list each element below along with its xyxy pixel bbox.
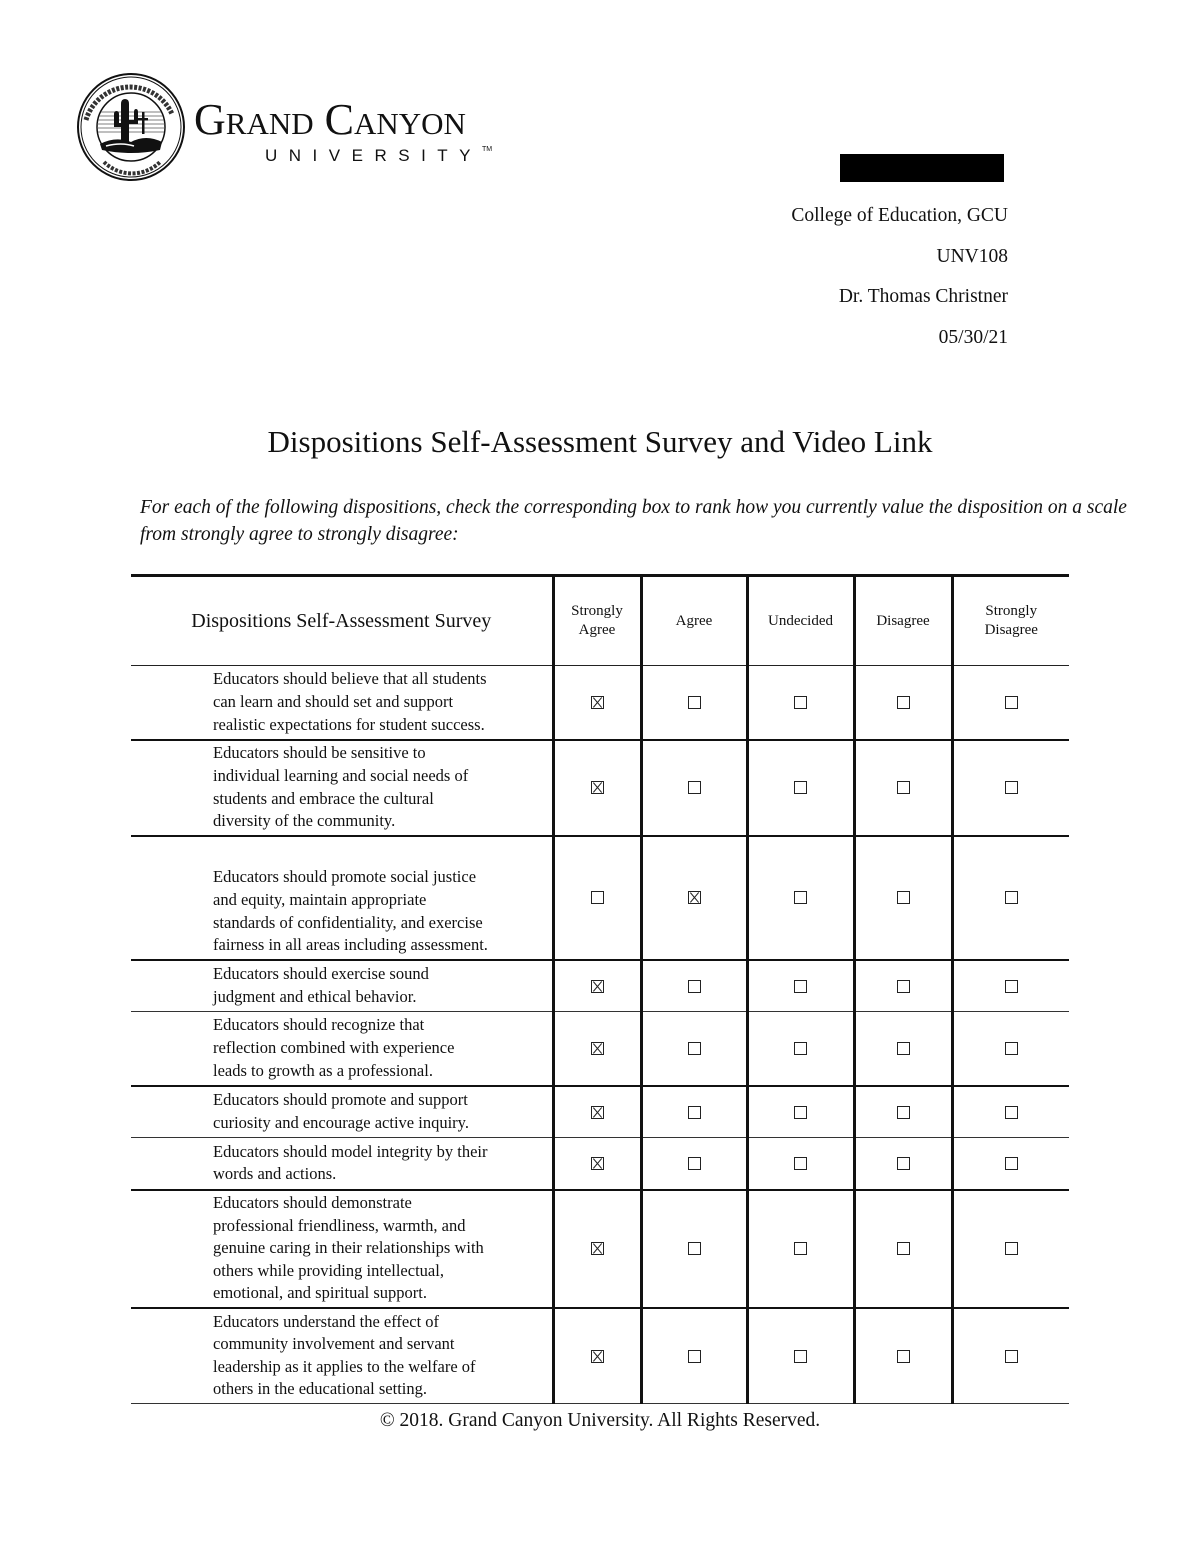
cell-agree bbox=[641, 1190, 747, 1308]
cell-strongly-disagree bbox=[952, 1086, 1069, 1138]
checked-checkbox-icon[interactable] bbox=[591, 781, 604, 794]
column-header-undecided: Undecided bbox=[747, 576, 854, 666]
redacted-student-name bbox=[840, 154, 1004, 182]
disposition-line: Educators understand the effect of bbox=[213, 1311, 440, 1331]
cell-strongly-disagree bbox=[952, 1012, 1069, 1086]
empty-checkbox-icon[interactable] bbox=[897, 696, 910, 709]
cell-strongly-disagree bbox=[952, 666, 1069, 740]
empty-checkbox-icon[interactable] bbox=[794, 1157, 807, 1170]
table-row bbox=[131, 740, 1069, 836]
table-row bbox=[131, 1308, 1069, 1404]
cell-disagree bbox=[854, 1012, 952, 1086]
disposition-line: standards of confidentiality, and exercise bbox=[213, 912, 483, 932]
disposition-line: Educators should believe that all students bbox=[213, 669, 487, 689]
cell-agree bbox=[641, 1138, 747, 1190]
empty-checkbox-icon[interactable] bbox=[897, 1350, 910, 1363]
cell-undecided bbox=[747, 666, 854, 740]
disposition-line: community involvement and servant bbox=[213, 1334, 455, 1354]
empty-checkbox-icon[interactable] bbox=[897, 1157, 910, 1170]
cell-disagree bbox=[854, 1190, 952, 1308]
empty-checkbox-icon[interactable] bbox=[1005, 1242, 1018, 1255]
cell-disagree bbox=[854, 836, 952, 960]
disposition-line: leads to growth as a professional. bbox=[213, 1060, 433, 1080]
empty-checkbox-icon[interactable] bbox=[688, 1350, 701, 1363]
disposition-line: Educators should recognize that bbox=[213, 1015, 425, 1035]
disposition-statement bbox=[131, 1086, 553, 1138]
disposition-statement bbox=[131, 666, 553, 740]
instructions-text: For each of the following dispositions, check the corresponding box to rank how you currently value the disposition on a scale from strongly agree to strongly disagree: bbox=[140, 497, 1127, 545]
cell-strongly-agree bbox=[553, 740, 641, 836]
disposition-line: individual learning and social needs of bbox=[213, 765, 469, 785]
disposition-line: diversity of the community. bbox=[213, 811, 396, 831]
cell-strongly-disagree bbox=[952, 740, 1069, 836]
cell-agree bbox=[641, 960, 747, 1012]
empty-checkbox-icon[interactable] bbox=[897, 1242, 910, 1255]
table-row bbox=[131, 1012, 1069, 1086]
trademark-symbol: TM bbox=[482, 146, 493, 153]
cell-disagree bbox=[854, 1138, 952, 1190]
empty-checkbox-icon[interactable] bbox=[688, 1242, 701, 1255]
disposition-line: others while providing intellectual, bbox=[213, 1260, 444, 1280]
disposition-line: can learn and should set and support bbox=[213, 691, 454, 711]
survey-table bbox=[131, 574, 1069, 1404]
empty-checkbox-icon[interactable] bbox=[688, 696, 701, 709]
disposition-line: Educators should be sensitive to bbox=[213, 743, 426, 763]
cell-undecided bbox=[747, 1190, 854, 1308]
course-line: UNV108 bbox=[936, 245, 1008, 267]
disposition-statement bbox=[131, 1138, 553, 1190]
cell-undecided bbox=[747, 740, 854, 836]
empty-checkbox-icon[interactable] bbox=[1005, 696, 1018, 709]
disposition-line: words and actions. bbox=[213, 1164, 337, 1184]
cell-strongly-agree bbox=[553, 960, 641, 1012]
empty-checkbox-icon[interactable] bbox=[794, 980, 807, 993]
empty-checkbox-icon[interactable] bbox=[897, 891, 910, 904]
empty-checkbox-icon[interactable] bbox=[1005, 1157, 1018, 1170]
checked-checkbox-icon[interactable] bbox=[591, 1242, 604, 1255]
cell-disagree bbox=[854, 666, 952, 740]
university-wordmark bbox=[194, 95, 493, 166]
disposition-line: students and embrace the cultural bbox=[213, 788, 434, 808]
page-title: Dispositions Self-Assessment Survey and Video Link bbox=[267, 424, 933, 459]
empty-checkbox-icon[interactable] bbox=[688, 980, 701, 993]
column-header-strongly-disagree: Strongly Disagree bbox=[952, 576, 1069, 666]
disposition-line: Educators should demonstrate bbox=[213, 1193, 412, 1213]
cell-undecided bbox=[747, 1308, 854, 1404]
cell-strongly-agree bbox=[553, 1086, 641, 1138]
cell-undecided bbox=[747, 1138, 854, 1190]
disposition-line: fairness in all areas including assessment. bbox=[213, 935, 488, 955]
college-line: College of Education, GCU bbox=[791, 205, 1008, 226]
disposition-line: judgment and ethical behavior. bbox=[213, 986, 417, 1006]
empty-checkbox-icon[interactable] bbox=[794, 1106, 807, 1119]
empty-checkbox-icon[interactable] bbox=[1005, 1106, 1018, 1119]
cell-disagree bbox=[854, 1308, 952, 1404]
checked-checkbox-icon[interactable] bbox=[591, 1106, 604, 1119]
empty-checkbox-icon[interactable] bbox=[794, 1350, 807, 1363]
disposition-line: others in the educational setting. bbox=[213, 1379, 427, 1399]
empty-checkbox-icon[interactable] bbox=[897, 980, 910, 993]
cell-strongly-disagree bbox=[952, 960, 1069, 1012]
disposition-statement bbox=[131, 836, 553, 960]
empty-checkbox-icon[interactable] bbox=[1005, 891, 1018, 904]
column-header-strongly-agree: Strongly Agree bbox=[553, 576, 641, 666]
cell-undecided bbox=[747, 836, 854, 960]
table-row bbox=[131, 960, 1069, 1012]
table-row bbox=[131, 1190, 1069, 1308]
empty-checkbox-icon[interactable] bbox=[688, 1157, 701, 1170]
empty-checkbox-icon[interactable] bbox=[897, 1042, 910, 1055]
cell-strongly-agree bbox=[553, 836, 641, 960]
cell-strongly-agree bbox=[553, 1012, 641, 1086]
cell-agree bbox=[641, 836, 747, 960]
cell-undecided bbox=[747, 960, 854, 1012]
disposition-line: realistic expectations for student success. bbox=[213, 714, 485, 734]
empty-checkbox-icon[interactable] bbox=[897, 1106, 910, 1119]
disposition-line: Educators should promote and support bbox=[213, 1090, 468, 1110]
empty-checkbox-icon[interactable] bbox=[1005, 1350, 1018, 1363]
cell-strongly-agree bbox=[553, 666, 641, 740]
checked-checkbox-icon[interactable] bbox=[591, 980, 604, 993]
empty-checkbox-icon[interactable] bbox=[688, 1042, 701, 1055]
disposition-statement bbox=[131, 1308, 553, 1404]
empty-checkbox-icon[interactable] bbox=[897, 781, 910, 794]
cell-strongly-disagree bbox=[952, 1138, 1069, 1190]
column-header-disagree: Disagree bbox=[854, 576, 952, 666]
checked-checkbox-icon[interactable] bbox=[591, 1042, 604, 1055]
cell-disagree bbox=[854, 740, 952, 836]
date-line: 05/30/21 bbox=[938, 326, 1008, 348]
disposition-line: genuine caring in their relationships with bbox=[213, 1238, 484, 1258]
table-row bbox=[131, 1138, 1069, 1190]
disposition-line: curiosity and encourage active inquiry. bbox=[213, 1112, 469, 1132]
empty-checkbox-icon[interactable] bbox=[591, 891, 604, 904]
copyright-footer: © 2018. Grand Canyon University. All Rights Reserved. bbox=[379, 1410, 821, 1431]
cell-undecided bbox=[747, 1086, 854, 1138]
table-row bbox=[131, 836, 1069, 960]
cell-strongly-disagree bbox=[952, 836, 1069, 960]
disposition-statement bbox=[131, 740, 553, 836]
wordmark-line1: Grand Canyon bbox=[194, 95, 466, 144]
empty-checkbox-icon[interactable] bbox=[1005, 1042, 1018, 1055]
checked-checkbox-icon[interactable] bbox=[591, 696, 604, 709]
checked-checkbox-icon[interactable] bbox=[591, 1157, 604, 1170]
cell-strongly-agree bbox=[553, 1138, 641, 1190]
cell-agree bbox=[641, 1086, 747, 1138]
instructor-line: Dr. Thomas Christner bbox=[838, 286, 1008, 307]
checked-checkbox-icon[interactable] bbox=[688, 891, 701, 904]
disposition-line: Educators should promote social justice bbox=[213, 867, 477, 887]
empty-checkbox-icon[interactable] bbox=[1005, 980, 1018, 993]
table-row bbox=[131, 666, 1069, 740]
checked-checkbox-icon[interactable] bbox=[591, 1350, 604, 1363]
cell-agree bbox=[641, 1308, 747, 1404]
empty-checkbox-icon[interactable] bbox=[794, 781, 807, 794]
cell-strongly-disagree bbox=[952, 1190, 1069, 1308]
column-header-disposition: Dispositions Self-Assessment Survey bbox=[131, 576, 553, 666]
cell-strongly-agree bbox=[553, 1190, 641, 1308]
empty-checkbox-icon[interactable] bbox=[794, 1242, 807, 1255]
empty-checkbox-icon[interactable] bbox=[688, 1106, 701, 1119]
disposition-line: leadership as it applies to the welfare of bbox=[213, 1356, 476, 1376]
wordmark-line2: UNIVERSITY™ bbox=[265, 146, 493, 165]
cell-agree bbox=[641, 1012, 747, 1086]
disposition-statement bbox=[131, 1012, 553, 1086]
table-row bbox=[131, 1086, 1069, 1138]
cell-disagree bbox=[854, 1086, 952, 1138]
cell-agree bbox=[641, 666, 747, 740]
university-logo bbox=[76, 72, 556, 187]
cell-disagree bbox=[854, 960, 952, 1012]
university-seal-icon bbox=[76, 72, 186, 182]
empty-checkbox-icon[interactable] bbox=[688, 781, 701, 794]
cell-strongly-disagree bbox=[952, 1308, 1069, 1404]
cell-agree bbox=[641, 740, 747, 836]
cell-undecided bbox=[747, 1012, 854, 1086]
disposition-line: Educators should exercise sound bbox=[213, 964, 429, 984]
disposition-statement bbox=[131, 1190, 553, 1308]
empty-checkbox-icon[interactable] bbox=[794, 1042, 807, 1055]
disposition-line: emotional, and spiritual support. bbox=[213, 1283, 428, 1303]
column-header-agree: Agree bbox=[641, 576, 747, 666]
empty-checkbox-icon[interactable] bbox=[1005, 781, 1018, 794]
disposition-line: and equity, maintain appropriate bbox=[213, 889, 427, 909]
disposition-statement bbox=[131, 960, 553, 1012]
empty-checkbox-icon[interactable] bbox=[794, 696, 807, 709]
empty-checkbox-icon[interactable] bbox=[794, 891, 807, 904]
disposition-line: Educators should model integrity by their bbox=[213, 1141, 488, 1161]
cell-strongly-agree bbox=[553, 1308, 641, 1404]
disposition-line: reflection combined with experience bbox=[213, 1037, 455, 1057]
disposition-line: professional friendliness, warmth, and bbox=[213, 1215, 466, 1235]
header-info bbox=[791, 202, 1008, 364]
table-header-row bbox=[131, 576, 1069, 666]
